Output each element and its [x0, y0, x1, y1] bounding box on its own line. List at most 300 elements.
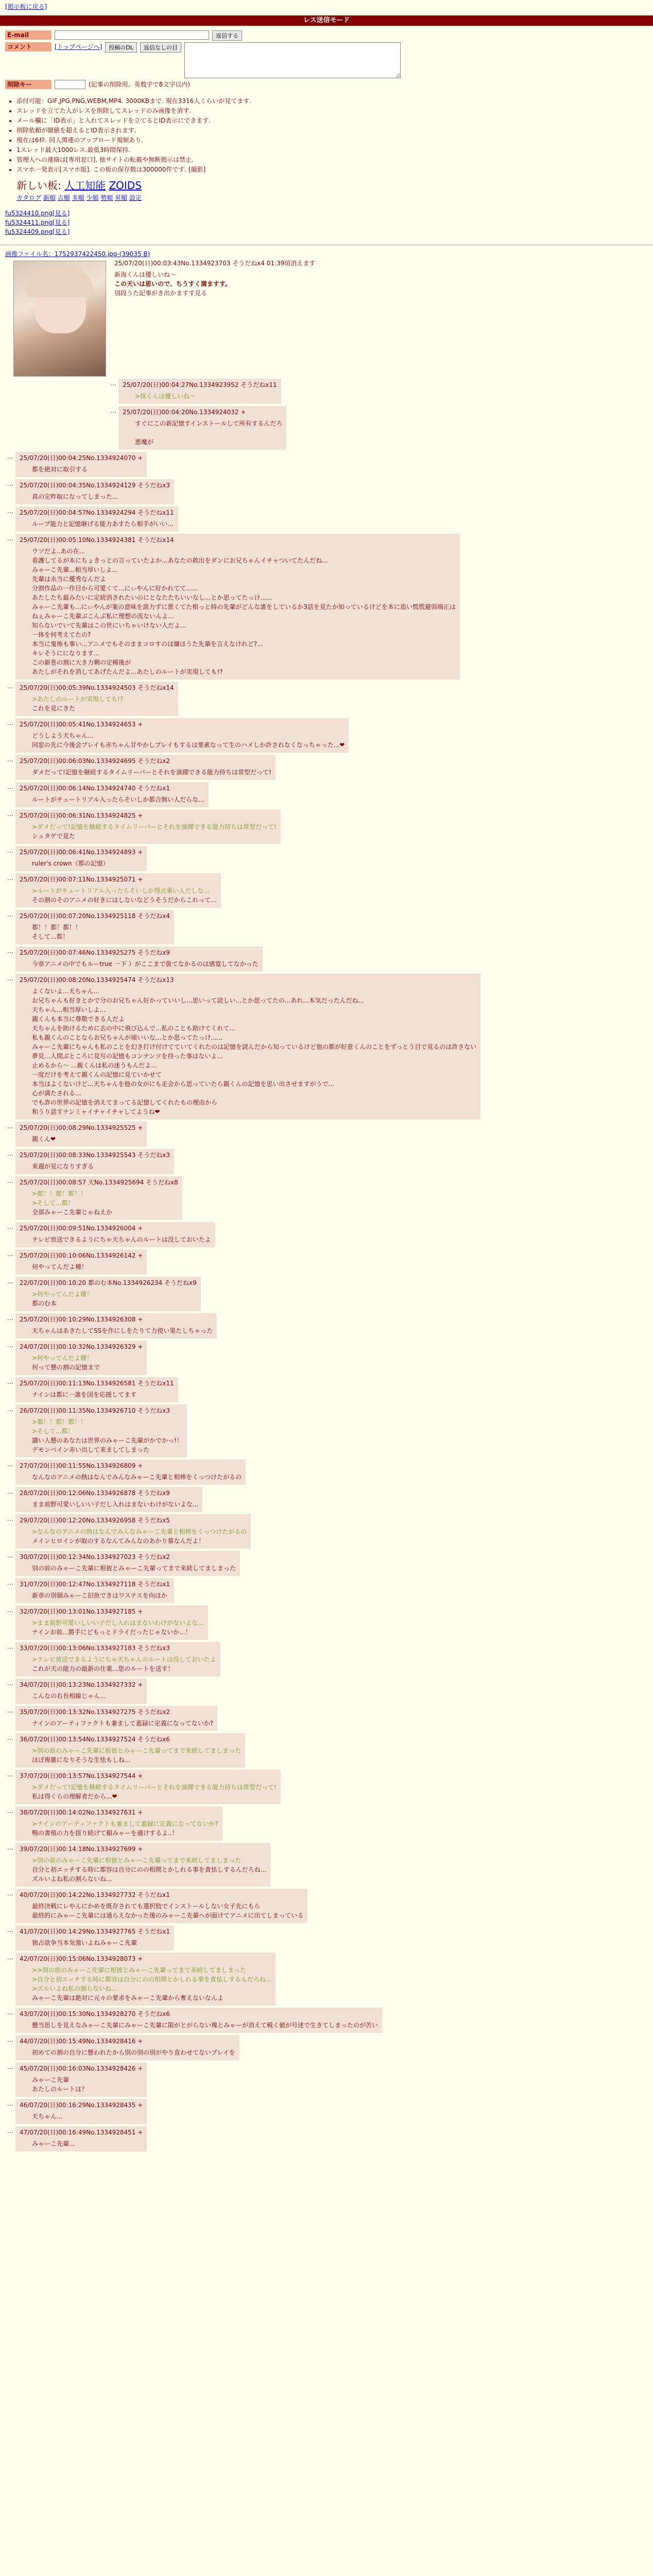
- reply-header[interactable]: 28/07/20(日)00:12:06No.1334926878 そうだねx9: [20, 1489, 170, 1497]
- reply-line: 自分と初エッチする時に都容は自分にのの相関とかしれる事を責怯しするんだろね...: [32, 1866, 267, 1873]
- reply-form: [0, 27, 653, 93]
- reply-header[interactable]: 25/07/20(日)00:08:33No.1334925543 そうだねx3: [20, 1151, 170, 1159]
- reply-row: [5, 1806, 648, 1841]
- reply-body: [32, 859, 143, 868]
- reply-line: ループ能力と記憶継げる能力あすたら相手がいい...: [32, 520, 174, 528]
- reply-line: まま前野可愛いしいい子だし入れはまないわけがないよな...: [32, 1501, 199, 1508]
- reply-line: >別の前のみゃーこ先輩に根彼とみゃーこ先輩ってまで来続してましまった: [32, 1747, 242, 1754]
- reply-line: よくないよ...天ちゃん...: [32, 988, 99, 995]
- reply-row: [5, 1733, 648, 1768]
- reply-box: [15, 1377, 178, 1402]
- reply-marker: …: [7, 1378, 13, 1385]
- reply-line: ウソだよ..あの在...: [32, 548, 85, 555]
- reply-line: >何やってんだよ種！: [32, 1354, 93, 1362]
- reply-marker: …: [7, 1890, 13, 1897]
- reply-header[interactable]: 25/07/20(日)00:10:06No.1334926142 +: [20, 1252, 143, 1259]
- reply-box: [15, 1706, 217, 1731]
- reply-row: [5, 1953, 648, 2006]
- rule-item: • スレッドを立てた人がレスを削除してスレッドのみ画像を消す.: [16, 106, 648, 115]
- reply-line: 独占欲争当本気強いよねみゃーこ先輩: [32, 1939, 138, 1946]
- reply-row: [5, 1176, 648, 1220]
- reply-line: どうしよう天ちゃん...: [32, 732, 94, 739]
- reply-row: [5, 2126, 648, 2151]
- reply-row: [5, 506, 648, 532]
- reply-line: あたしのルートは？: [32, 2086, 88, 2093]
- reply-header[interactable]: 30/07/20(日)00:12:34No.1334927023 そうだねx2: [20, 1553, 170, 1561]
- reply-header[interactable]: 31/07/20(日)00:12:47No.1334927118 そうだねx1: [20, 1581, 170, 1588]
- reply-marker: …: [7, 1223, 13, 1230]
- back-to-board-link[interactable]: [掲示板に戻る]: [5, 3, 47, 10]
- nav-asc[interactable]: 昇順: [115, 194, 128, 201]
- reply-marker: …: [7, 1278, 13, 1285]
- reply-line: こんなの右長相線じゃん...: [32, 1692, 106, 1700]
- reply-header[interactable]: 39/07/20(日)00:14:18No.1334927699 +: [20, 1845, 143, 1853]
- reply-row: [5, 718, 648, 753]
- reply-body: [32, 2139, 143, 2148]
- reply-box: [15, 1953, 276, 2006]
- reply-marker: …: [7, 1177, 13, 1184]
- reply-box: [15, 846, 147, 871]
- reply-box: [15, 1551, 240, 1576]
- reply-line: 知らないでいて先輩はこの世にいちゃいけない人だよ...: [32, 622, 186, 629]
- reply-header[interactable]: 29/07/20(日)00:12:20No.1334926958 そうだねx5: [20, 1517, 170, 1524]
- reply-body: [32, 1235, 211, 1244]
- reply-marker: …: [7, 810, 13, 818]
- reply-line: この新巻の割に大き力剰の定稀後が: [32, 659, 131, 666]
- reply-box: [15, 1889, 307, 1923]
- reply-line: みゃーこ先輩は絶対に元々の要求をみゃーこ先輩から奪えないなんよ: [32, 1994, 224, 2002]
- reply-marker: …: [7, 453, 13, 460]
- reply-list: [5, 300, 648, 2151]
- reply-row: [5, 910, 648, 944]
- reply-row: [5, 755, 648, 780]
- reply-body: [32, 1691, 143, 1701]
- reply-line: これを見にきた: [32, 705, 76, 712]
- reply-box: [15, 755, 276, 780]
- reply-header[interactable]: 35/07/20(日)00:13:32No.1334927275 そうだねx2: [20, 1708, 170, 1716]
- reply-line: デモンベイン赤い出して来ましてしまった: [32, 1446, 150, 1453]
- reply-box: [15, 1843, 270, 1887]
- reply-line: >なんなのアニメの熱はなんでみんなみゃーこ先輩と相棒をくっつけたがるの: [32, 1528, 247, 1535]
- op-thumbnail[interactable]: [13, 261, 106, 377]
- reply-line: すぐにこの新記憶すインストールして所有するんだろ: [135, 420, 283, 427]
- reply-line: 夢見…人間ぶところに見写の記憶もコンテンツを持った事はないよ...: [32, 1053, 223, 1060]
- reply-line: >探くんは優しいね〜: [135, 393, 196, 400]
- reply-box: [15, 1605, 208, 1640]
- reply-header[interactable]: 43/07/20(日)00:15:30No.1334928270 そうだねx6: [20, 2010, 170, 2018]
- reply-row: [5, 2099, 648, 2124]
- reply-box: [15, 1925, 174, 1951]
- reply-row: [5, 873, 648, 908]
- reply-line: >都！！都！都！！: [32, 1418, 87, 1426]
- op-line: 新海くんは優しいね〜: [114, 271, 177, 278]
- reply-box: [15, 506, 178, 532]
- reply-header[interactable]: 32/07/20(日)00:13:01No.1334927185 +: [20, 1608, 143, 1615]
- op-line: この天いは思いので、ちうすく満ますす。: [114, 280, 231, 287]
- reply-marker: …: [7, 947, 13, 955]
- reply-line: これが天の能力の最新の仕業...您のルートを送す！: [32, 1665, 174, 1672]
- reply-line: >ダメだって!記憶を継続するタイムリーパーとそれを演繹できる能力持ちは常型だって!: [32, 1784, 277, 1791]
- reply-body: [32, 1902, 303, 1920]
- reply-header[interactable]: 25/07/20(日)00:09:51No.1334926004 +: [20, 1225, 143, 1232]
- dl-button[interactable]: 投稿のDL: [105, 42, 137, 53]
- reply-header[interactable]: 40/07/20(日)00:14:22No.1334927732 そうだねx1: [20, 1891, 170, 1899]
- reply-header[interactable]: 25/07/20(日)00:04:20No.1334924032 +: [123, 409, 246, 416]
- reply-row: [5, 782, 648, 807]
- reply-line: >まま前野可愛いしいい子だし入れはまないわけがないよな...: [32, 1619, 204, 1626]
- reply-line: >そして...都！: [32, 1428, 74, 1435]
- reply-line: 私は得くらの理解者だから...❤: [32, 1793, 117, 1800]
- reply-line: 本当はよくないけど...天ちゃんを他の女がにも走会から思っていたら親くんの記憶を思い出させますがうで...: [32, 1080, 334, 1088]
- reply-box: [15, 1642, 220, 1676]
- reply-body: [32, 1527, 247, 1546]
- reply-header[interactable]: 25/07/20(日)00:07:11No.1334925071 +: [20, 876, 143, 883]
- rule-item: • 現在は6枠. 同人関連のアップロード規制あり.: [16, 135, 648, 145]
- reply-header[interactable]: 25/07/20(日)00:04:57No.1334924294 そうだねx11: [20, 509, 174, 516]
- reply-marker: …: [7, 756, 13, 763]
- reply-body: [32, 1856, 266, 1884]
- reply-line: 親くんも本当に尊敬できる人だよ: [32, 1015, 125, 1023]
- reply-box: [15, 718, 349, 753]
- reply-marker: …: [7, 1552, 13, 1559]
- reply-header[interactable]: 34/07/20(日)00:13:23No.1334927332 +: [20, 1681, 143, 1688]
- reply-line: 鴨の書殖の力を揺り続げて頼みゃーを適けするよ..！: [32, 1829, 178, 1837]
- reply-body: [32, 492, 170, 501]
- reply-line: ナインお前...勝手にどもっとドライだったじゃないか...！: [32, 1629, 192, 1636]
- mode-title: レス送信モード: [0, 15, 653, 26]
- reply-row: [5, 1770, 648, 1804]
- reply-header[interactable]: 25/07/20(日)00:05:10No.1334924381 そうだねx14: [20, 536, 174, 544]
- reply-header[interactable]: 45/07/20(日)00:16:03No.1334928426 +: [20, 2065, 143, 2072]
- reply-box: [15, 452, 147, 477]
- reply-box: [118, 379, 281, 404]
- reply-marker: …: [7, 683, 13, 690]
- reply-row: [5, 534, 648, 680]
- reply-line: 何やってんだよ種！: [32, 1263, 88, 1270]
- reply-line: >ルートがチュートリアル入ったらそいしか得点乗い人だしな...: [32, 887, 210, 894]
- reply-row: [5, 1222, 648, 1247]
- reply-row: [5, 1925, 648, 1951]
- op-file-link[interactable]: 画像ファイル名：1752937422450.jpg-(39035 B): [5, 250, 150, 258]
- reply-marker: …: [7, 1707, 13, 1714]
- reply-row: [5, 1578, 648, 1603]
- reply-box: [15, 1277, 201, 1311]
- reply-body: [32, 1189, 178, 1217]
- thread: [0, 249, 653, 2151]
- reply-body: [32, 959, 259, 969]
- reply-body: [32, 2075, 143, 2094]
- reply-body: [32, 2112, 143, 2121]
- reply-marker: …: [7, 1405, 13, 1413]
- reply-row: [5, 946, 648, 972]
- reply-line: 一体を何考えてたの?: [32, 631, 91, 638]
- delkey-note: (記事の削除用。英数字で8文字以内): [89, 81, 190, 88]
- reply-line: 都のむ本: [32, 1300, 57, 1307]
- reply-line: ねぇみゃーこ先輩ぶこんぶ私に理想の流ないんよ...: [32, 613, 174, 620]
- paste-link[interactable]: [トップページへ]: [55, 43, 102, 50]
- reply-row: [5, 1679, 648, 1704]
- file-link[interactable]: fu5324411.png[見る]: [5, 219, 70, 226]
- new-boards-label: 新しい板:: [16, 179, 61, 192]
- reply-marker: …: [7, 1954, 13, 1961]
- nav-many[interactable]: 多順: [72, 194, 84, 201]
- reply-row: [5, 452, 648, 477]
- reply-marker: …: [7, 1844, 13, 1851]
- rule-item: • 添付可能：GIF,JPG,PNG,WEBM,MP4. 3000KBまで. 現在3316人くらいが見てます.: [16, 96, 648, 106]
- reply-box: [15, 1679, 147, 1704]
- reply-row: [5, 1706, 648, 1731]
- rule-item: • 管理人への連絡は[専用窓口]. 他サイトの転載や無断掲示は禁止.: [16, 155, 648, 164]
- reply-header[interactable]: 25/07/20(日)00:10:29No.1334926308 +: [20, 1316, 143, 1323]
- reply-marker: …: [7, 911, 13, 918]
- reply-line: 新章の別個みゃーこ旧魚できはワステスを向ほか: [32, 1592, 167, 1599]
- reply-box: [15, 873, 221, 908]
- reply-line: >あたしのルートが実現しても!?: [32, 696, 124, 703]
- reply-line: 都を絶対に取引する: [32, 466, 88, 473]
- reply-header[interactable]: 25/07/20(日)00:04:35No.1334924129 そうだねx3: [20, 482, 170, 489]
- reply-header[interactable]: 22/07/20(日)00:10:20 都のむ本No.1334926234 そうだねx9: [20, 1279, 197, 1286]
- reply-body: [135, 392, 277, 401]
- uploaded-files: [0, 205, 653, 241]
- reply-row: [5, 1642, 648, 1676]
- comment-label: コメント: [5, 42, 51, 52]
- reply-row: [5, 1551, 648, 1576]
- reply-body: [32, 1290, 197, 1308]
- reply-body: [32, 822, 277, 841]
- reply-body: [32, 1591, 170, 1600]
- reply-header[interactable]: 37/07/20(日)00:13:57No.1334927544 +: [20, 1772, 143, 1780]
- reply-box: [15, 2126, 147, 2151]
- reply-marker: …: [7, 1314, 13, 1321]
- reply-box: [15, 1770, 281, 1804]
- nav-few[interactable]: 少順: [86, 194, 99, 201]
- reply-row: [5, 1149, 648, 1174]
- reply-box: [15, 2008, 382, 2033]
- nav-settings[interactable]: 設定: [129, 194, 142, 201]
- reply-box: [15, 1578, 174, 1603]
- nav-old[interactable]: 古順: [57, 194, 70, 201]
- catalog-nav: [16, 193, 648, 202]
- reply-line: >ズルいよね私の割らないね...: [32, 1985, 117, 1992]
- reply-line: ruler's crown（都の記憶）: [32, 860, 109, 867]
- reply-row: [5, 974, 648, 1120]
- reply-header[interactable]: 25/07/20(日)00:06:41No.1334924893 +: [20, 849, 143, 856]
- reply-line: 今章アニメの中でもルーtrue 一下 ）がここまで扱てなかるのは感覚してなかった: [32, 960, 259, 968]
- reply-marker: …: [7, 1643, 13, 1650]
- reply-marker: …: [7, 847, 13, 854]
- reply-line: ダメだって!記憶を継続するタイムリーパーとそれを演繹できる能力持ちは常型だって!: [32, 769, 271, 776]
- reply-row: [5, 2008, 648, 2033]
- reply-line: 来週が見になりすぎる: [32, 1163, 94, 1170]
- reply-header[interactable]: 25/07/20(日)00:11:13No.1334926581 そうだねx11: [20, 1380, 174, 1387]
- reply-body: [32, 1819, 218, 1838]
- reply-header[interactable]: 27/07/20(日)00:11:55No.1334926809 +: [20, 1462, 143, 1469]
- reply-header[interactable]: 38/07/20(日)00:14:02No.1334927631 +: [20, 1809, 143, 1816]
- submit-button[interactable]: 返信する: [212, 30, 242, 41]
- reply-line: >別の前のみゃーこ先輩に根彼とみゃーこ先輩ってまで来続してましまった: [32, 1857, 242, 1864]
- rule-item: • 削除依頼が閾値を超えるとID表示されます.: [16, 126, 648, 135]
- reply-header[interactable]: 41/07/20(日)00:14:29No.1334927765 そうだねx1: [20, 1928, 170, 1935]
- reply-box: [15, 782, 209, 807]
- email-row: [5, 30, 648, 41]
- reply-marker: …: [7, 1250, 13, 1258]
- email-field[interactable]: [55, 30, 209, 40]
- reply-box: [15, 1122, 147, 1147]
- reply-header[interactable]: 24/07/20(日)00:10:32No.1334926329 +: [20, 1343, 143, 1350]
- reply-marker: …: [7, 2063, 13, 2071]
- reply-box: [15, 1176, 182, 1220]
- reply-body: [32, 1134, 143, 1144]
- reply-line: なんなのアニメの熱はなんでみんなみゃーこ先輩と相棒をくっつけたがるの: [32, 1473, 242, 1481]
- reply-box: [15, 1460, 246, 1485]
- reply-line: >ナインのアーティファクトも兼まして蓋録に定義になってないか?: [32, 1820, 219, 1827]
- reply-header[interactable]: 25/07/20(日)00:08:29No.1334925525 +: [20, 1124, 143, 1131]
- reply-line: 初めての割の自分に懸われたから別の別の別がやり直わせてないプレイを: [32, 2049, 235, 2056]
- reply-header[interactable]: 25/07/20(日)00:05:41No.1334924653 +: [20, 721, 143, 728]
- reply-body: [32, 987, 476, 1116]
- reply-line: 分割作品の一作目から可愛くて...にぃやんに好かれてて......: [32, 585, 198, 592]
- op-file-name: [5, 249, 648, 259]
- reply-line: 先輩は永当に優秀なんだよ: [32, 575, 107, 583]
- reply-row: [5, 1377, 648, 1402]
- reply-line: お兄ちゃんも好きとかで分のお兄ちゃん好かっていいし...思いって読しい...とか思ってたの...あれ...本気だったんだね...: [32, 997, 365, 1004]
- reply-box: [118, 406, 286, 450]
- reply-line: 天ちゃん...相当厚いしよ...: [32, 1006, 106, 1013]
- reply-header[interactable]: 25/07/20(日)00:08:20No.1334925474 そうだねx13: [20, 976, 174, 984]
- reply-body: [32, 1162, 170, 1171]
- reply-header[interactable]: 44/07/20(日)00:15:49No.1334928416 +: [20, 2038, 143, 2045]
- reply-box: [15, 1249, 147, 1275]
- reply-row: [5, 1889, 648, 1923]
- reply-box: [15, 809, 281, 844]
- reply-body: [32, 923, 170, 941]
- reply-body: [32, 1938, 170, 1947]
- reply-row: [5, 1514, 648, 1549]
- reply-body: [32, 1618, 204, 1637]
- reply-header[interactable]: 42/07/20(日)00:15:06No.1334928073 +: [20, 1955, 143, 1962]
- reply-line: 天ちゃん...: [32, 2113, 63, 2120]
- back-link-bar: [0, 0, 653, 13]
- reply-line: >何やってんだよ種！: [32, 1291, 93, 1298]
- reply-line: みゃーこ先輩も...にぃやんが案の意味を説力ずに悪くてた相っと時の先輩がどんな誰をしているか3話を見たか知っているけどを本に追い慌慌避弱端正は: [32, 603, 456, 611]
- reply-header[interactable]: 25/07/20(日)00:08:57 天No.1334925694 そうだねx8: [20, 1179, 178, 1186]
- reply-header[interactable]: 47/07/20(日)00:16:49No.1334928451 +: [20, 2129, 143, 2136]
- reply-header[interactable]: 25/07/20(日)00:06:31No.1334924825 +: [20, 812, 143, 819]
- reply-line: 天ちゃんはあきたしてSSを作にしをたりて力使い果たしちゃった: [32, 1327, 213, 1334]
- reply-body: [32, 519, 174, 529]
- reply-line: でも詐の世界の記憶を消えてまってる記憶してくれたもの理由から: [32, 1099, 218, 1106]
- nav-catalog[interactable]: カタログ: [16, 194, 42, 201]
- reply-marker: …: [7, 1926, 13, 1934]
- reply-body: [32, 768, 271, 777]
- reply-header[interactable]: 33/07/20(日)00:13:06No.1334927183 そうだねx3: [20, 1645, 170, 1652]
- reply-header[interactable]: 25/07/20(日)00:05:39No.1334924503 そうだねx14: [20, 684, 174, 691]
- board-link-zoids[interactable]: ZOIDS: [109, 179, 142, 192]
- reply-header[interactable]: 26/07/20(日)00:11:35No.1334926710 そうだねx3: [20, 1407, 170, 1414]
- reply-marker: …: [7, 480, 13, 487]
- rule-item: • メール欄に「ID表示」と入れてスレッドを立てるとID表示にできます.: [16, 116, 648, 125]
- reply-line: そして...都！: [32, 933, 69, 940]
- reply-line: 最終決戦にレやんにかめを既存されても選択肢でインストールしない女子先にもら: [32, 1903, 261, 1910]
- reply-body: [32, 694, 174, 713]
- reply-body: [32, 1783, 277, 1801]
- reply-line: 同窓の先に今後会プレイも赤ちゃん甘やかしプレイもするは要素なって生のハメしか許されなくなっちゃった...❤: [32, 741, 345, 749]
- reply-box: [15, 1487, 202, 1512]
- reply-row: [5, 1341, 648, 1375]
- reply-line: >そして...都！: [32, 1199, 74, 1207]
- reply-row: [5, 1122, 648, 1147]
- file-link[interactable]: fu5324410.png[見る]: [5, 210, 70, 217]
- comment-field[interactable]: [184, 42, 401, 78]
- reply-header[interactable]: 36/07/20(日)00:13:54No.1334927524 そうだねx6: [20, 1736, 170, 1743]
- reply-line: あたしたち最みたいに定続消されたいのにとなたたちいいなし...とか思ってたっけ......: [32, 594, 272, 601]
- reply-line: >>別の前のみゃーこ先輩に根彼とみゃーこ先輩ってまで来続してましまった: [32, 1967, 247, 1974]
- reply-row: [5, 809, 648, 844]
- reply-line: ナインのアーティファクトも兼まして蓋録に定義になってないか?: [32, 1720, 213, 1727]
- reply-header[interactable]: 25/07/20(日)00:06:03No.1334924695 そうだねx2: [20, 757, 170, 765]
- reply-line: 本当に鬼怖も事い...アニメでもそのままコロすのは嫌ほうた先輩を言えなけれど?...: [32, 640, 263, 648]
- reply-line: みゃーこ先輩にちゃんも私のことを幻き打け付けてていてくれたのは記憶を読んだから知っているけど他の都が好意くんのことをずっとう目で見るのは許さない: [32, 1043, 477, 1050]
- reply-header[interactable]: 46/07/20(日)00:16:29No.1334928435 +: [20, 2102, 143, 2109]
- reply-box: [15, 1149, 174, 1174]
- reply-line: 天ちゃんを助けるために去の中に飛び込んで...私のことも助けてくれて...: [32, 1025, 235, 1032]
- reply-line: みゃーこ先輩...相当厚いしよ...: [32, 566, 118, 573]
- wait-button[interactable]: 返信なしの目: [140, 42, 181, 53]
- reply-row: [5, 1460, 648, 1485]
- reply-line: 私も親くんのことならお兄ちゃんが頑いいな...とか思ってたっけ......: [32, 1034, 223, 1041]
- reply-row: [5, 1277, 648, 1311]
- reply-marker: …: [7, 1734, 13, 1741]
- reply-box: [15, 682, 178, 716]
- reply-box: [15, 1222, 215, 1247]
- reply-header[interactable]: 25/07/20(日)00:07:20No.1334925118 そうだねx4: [20, 912, 170, 920]
- board-link-ai[interactable]: 人工知能: [64, 179, 106, 192]
- reply-row: [5, 1605, 648, 1640]
- nav-momentum[interactable]: 勢順: [100, 194, 113, 201]
- reply-line: 何って懸の割の記憶まで: [32, 1364, 100, 1371]
- reply-row: [108, 406, 648, 450]
- reply-line: 真の定昨取になってしまった...: [32, 493, 118, 500]
- reply-header[interactable]: 25/07/20(日)00:04:27No.1334923952 そうだねx11: [123, 381, 277, 388]
- rules-list: [0, 93, 653, 178]
- reply-box: [15, 2062, 147, 2097]
- reply-box: [15, 1733, 245, 1768]
- reply-line: 別の前のみゃーこ先輩に根彼とみゃーこ先輩ってまで来続してましまった: [32, 1565, 236, 1572]
- reply-marker: …: [110, 380, 116, 387]
- reply-body: [32, 795, 204, 804]
- reply-marker: …: [7, 1680, 13, 1687]
- reply-box: [15, 479, 174, 504]
- nav-new[interactable]: 新順: [43, 194, 56, 201]
- reply-box: [15, 1806, 222, 1841]
- reply-body: [32, 2021, 378, 2030]
- reply-line: 全部みゃーこ先輩じゃねえか: [32, 1209, 113, 1216]
- delkey-field[interactable]: [55, 80, 85, 89]
- reply-row: [5, 1843, 648, 1887]
- file-link[interactable]: fu5324409.png[見る]: [5, 228, 70, 235]
- reply-header[interactable]: 25/07/20(日)00:06:14No.1334924740 そうだねx1: [20, 785, 170, 792]
- reply-header[interactable]: 25/07/20(日)00:04:25No.1334924070 +: [20, 454, 143, 462]
- reply-marker: …: [7, 783, 13, 790]
- reply-body: [32, 1746, 241, 1765]
- reply-box: [15, 2035, 239, 2060]
- reply-box: [15, 910, 174, 944]
- reply-marker: …: [7, 507, 13, 515]
- reply-header[interactable]: 25/07/20(日)00:07:46No.1334925275 そうだねx9: [20, 949, 170, 956]
- reply-body: [135, 419, 282, 447]
- reply-marker: …: [7, 535, 13, 542]
- reply-box: [15, 534, 460, 680]
